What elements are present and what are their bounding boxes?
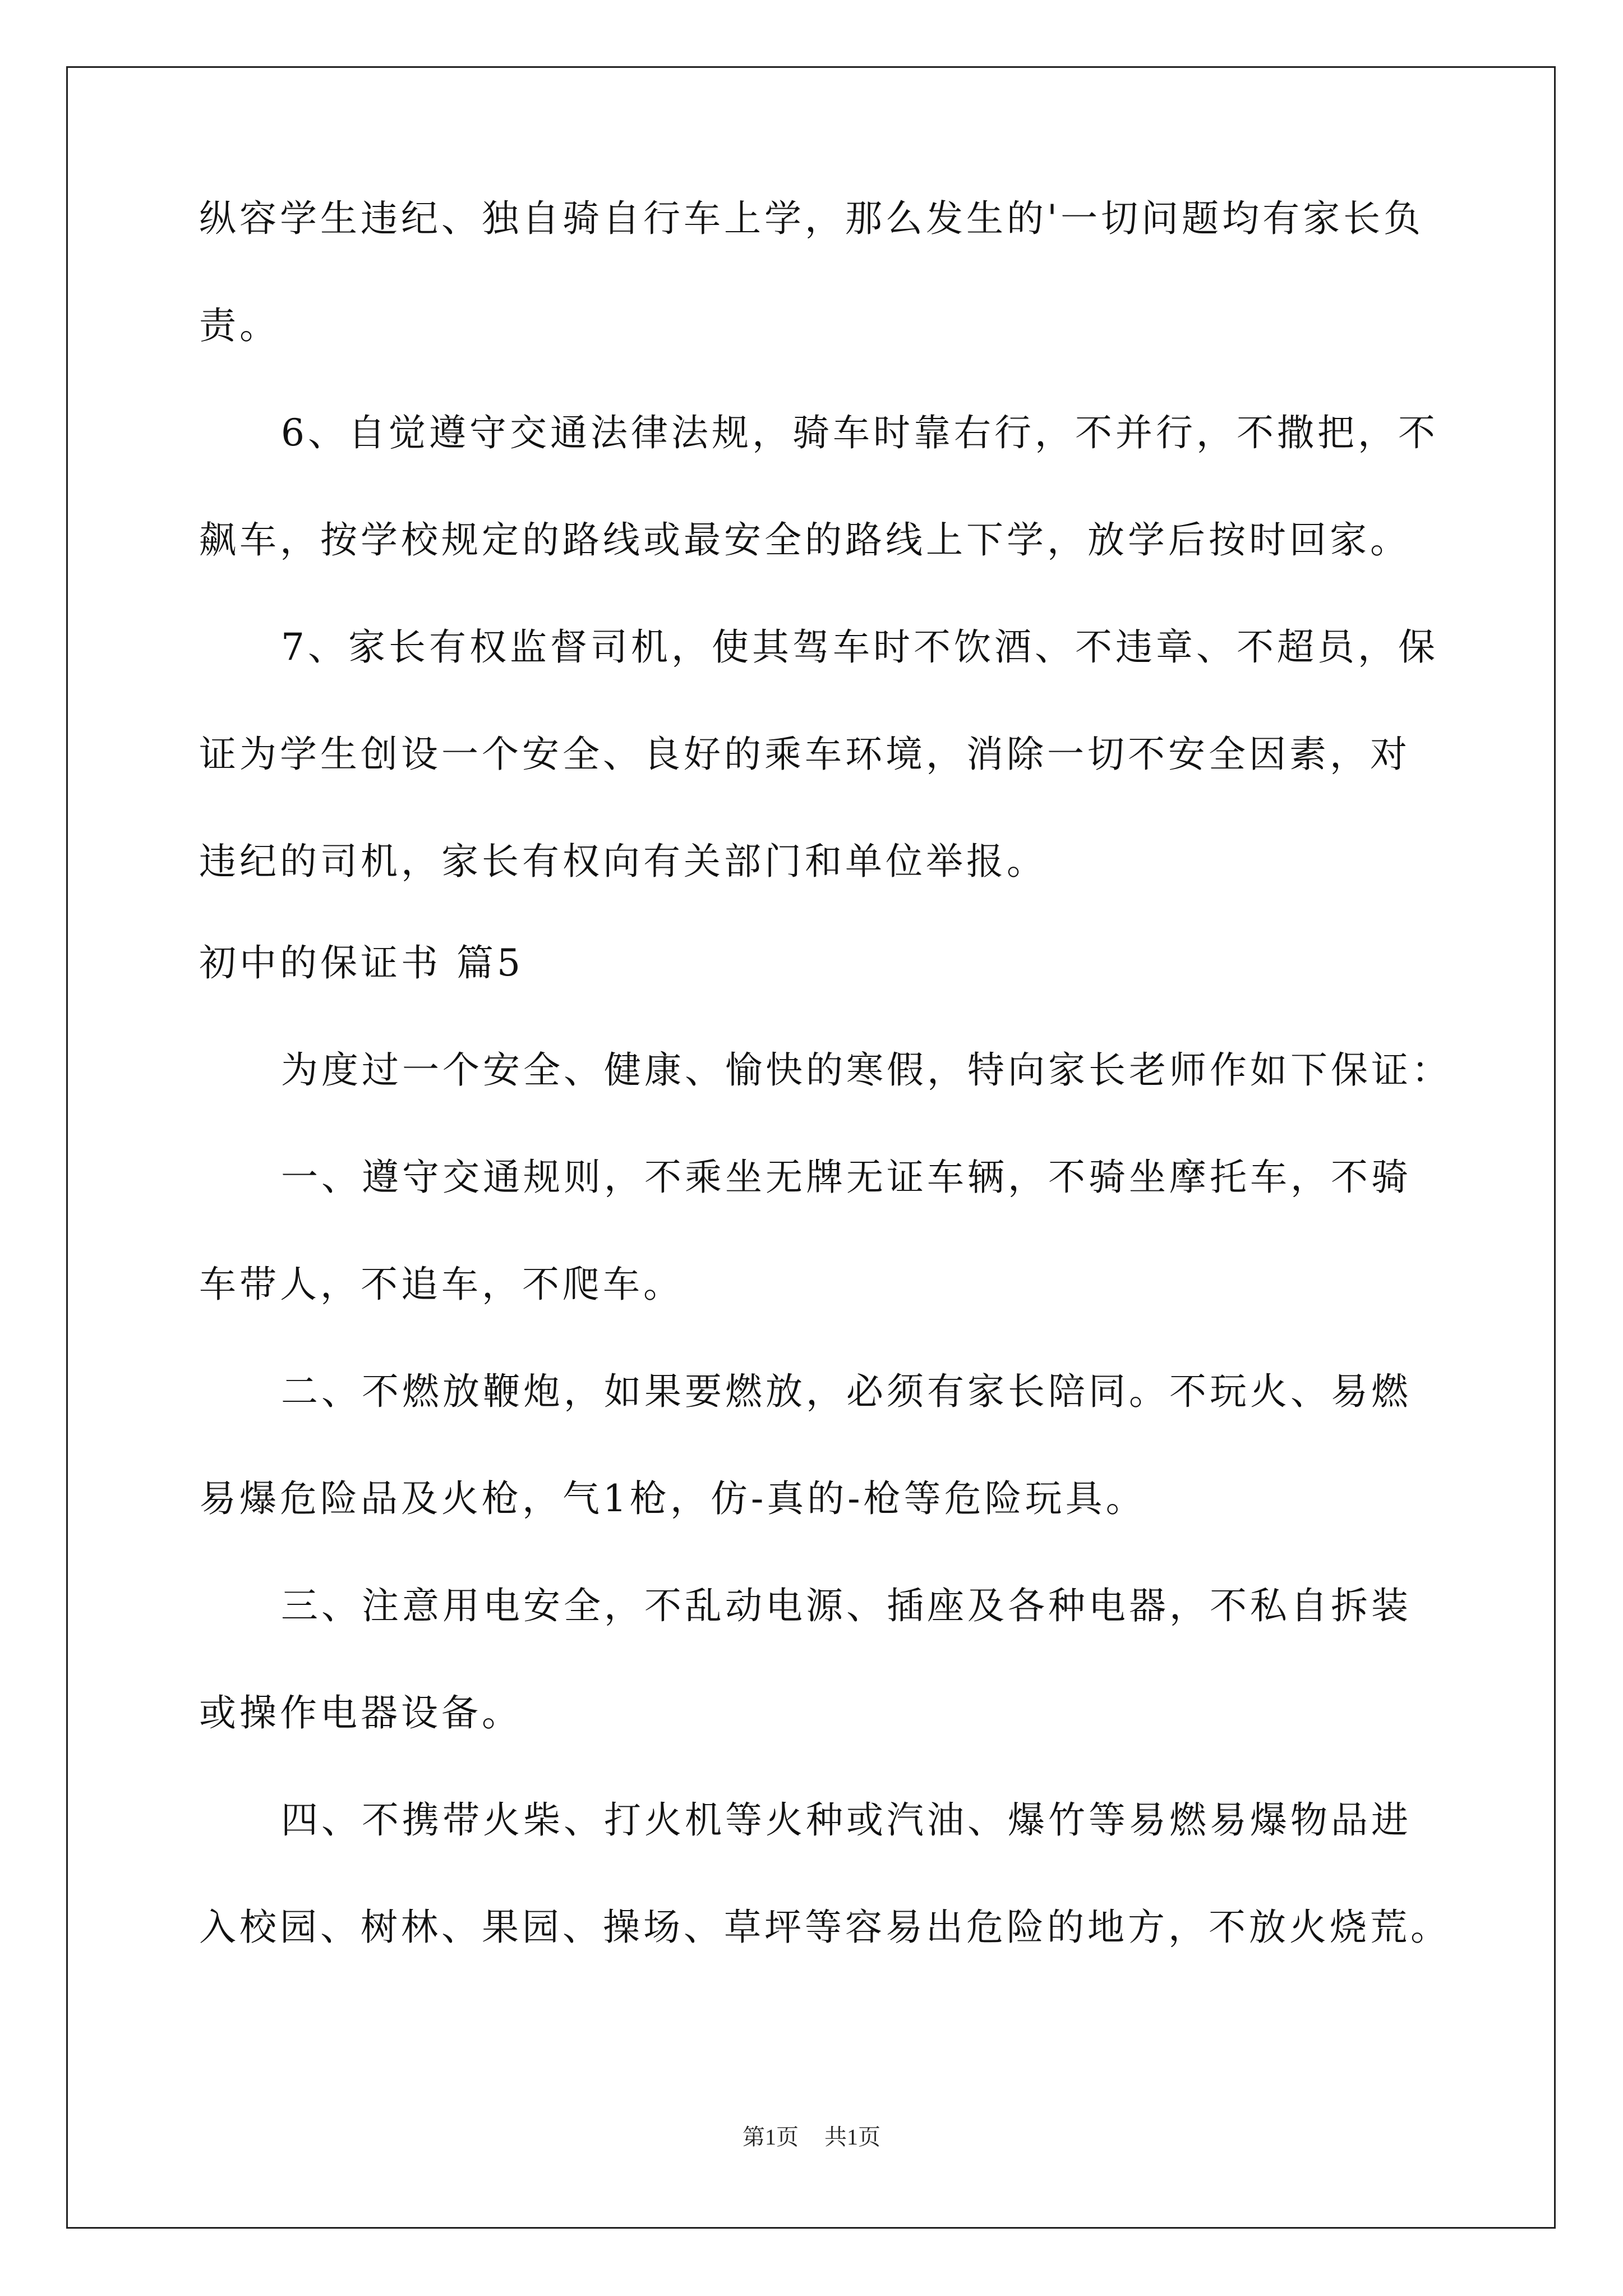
- page-number: 第1页: [743, 2124, 799, 2150]
- text-line: 飙车，按学校规定的路线或最安全的路线上下学，放学后按时回家。: [199, 518, 1410, 562]
- item-4-line: 四、不携带火柴、打火机等火种或汽油、爆竹等易燃易爆物品进: [281, 1798, 1412, 1842]
- text-line: 违纪的司机，家长有权向有关部门和单位举报。: [199, 840, 1047, 883]
- item-2-line: 二、不燃放鞭炮，如果要燃放，必须有家长陪同。不玩火、易燃: [281, 1370, 1412, 1413]
- page-total: 共1页: [824, 2124, 880, 2150]
- paragraph-6-line: 6、自觉遵守交通法律法规，骑车时靠右行，不并行，不撒把，不: [281, 411, 1438, 454]
- text-line: 入校园、树林、果园、操场、草坪等容易出危险的地方，不放火烧荒。: [199, 1906, 1451, 1949]
- text-line: 责。: [199, 304, 280, 347]
- text-line: 车带人，不追车，不爬车。: [199, 1263, 684, 1306]
- intro-line: 为度过一个安全、健康、愉快的寒假，特向家长老师作如下保证：: [281, 1048, 1452, 1092]
- section-heading: 初中的保证书 篇5: [199, 941, 524, 984]
- text-line: 证为学生创设一个安全、良好的乘车环境，消除一切不安全因素，对: [199, 733, 1410, 776]
- item-3-line: 三、注意用电安全，不乱动电源、插座及各种电器，不私自拆装: [281, 1584, 1412, 1627]
- text-line: 纵容学生违纪、独自骑自行车上学，那么发生的'一切问题均有家长负: [199, 197, 1424, 240]
- text-line: 或操作电器设备。: [199, 1691, 522, 1734]
- text-line: 易爆危险品及火枪，气1枪，仿-真的-枪等危险玩具。: [199, 1477, 1146, 1520]
- page-footer: [0, 2119, 1623, 2151]
- paragraph-7-line: 7、家长有权监督司机，使其驾车时不饮酒、不违章、不超员，保: [281, 625, 1438, 669]
- item-1-line: 一、遵守交通规则，不乘坐无牌无证车辆，不骑坐摩托车，不骑: [281, 1156, 1412, 1199]
